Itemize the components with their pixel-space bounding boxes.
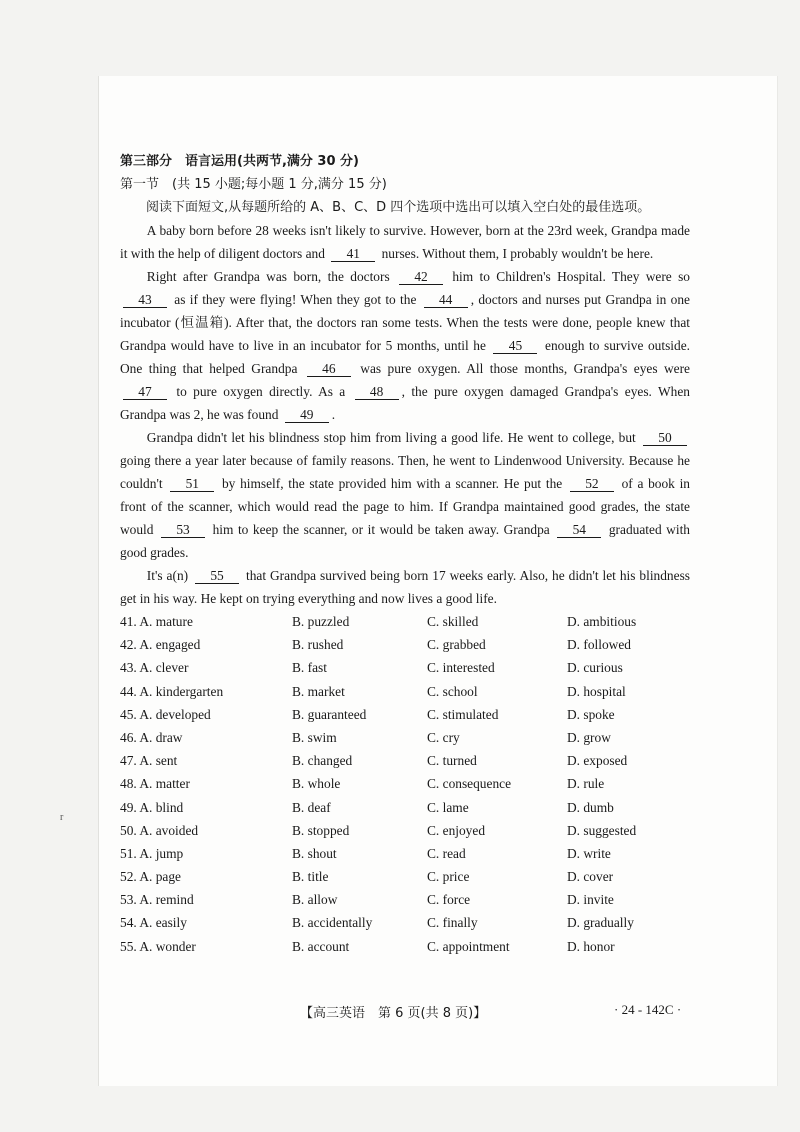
option-b: B. allow xyxy=(292,892,338,908)
option-b: B. title xyxy=(292,869,329,885)
option-c: C. lame xyxy=(427,799,469,815)
option-a: 46. A. draw xyxy=(120,729,183,745)
option-row xyxy=(120,680,690,703)
exam-content xyxy=(120,150,690,958)
option-d: D. invite xyxy=(567,892,614,908)
blank-45: 45 xyxy=(493,338,537,354)
option-a: 48. A. matter xyxy=(120,776,190,792)
option-a: 41. A. mature xyxy=(120,614,193,629)
option-c: C. read xyxy=(427,845,466,861)
blank-42: 42 xyxy=(399,269,443,285)
footer-page-info: 【高三英语 第 6 页(共 8 页)】 xyxy=(300,1006,487,1021)
option-a: 49. A. blind xyxy=(120,799,184,815)
option-d: D. curious xyxy=(567,660,623,676)
option-b: B. market xyxy=(292,683,345,699)
passage-paragraph-1: A baby born before 28 weeks isn't likely to survive. However, born at the 23rd week, Grandpa made it with the help of diligent doctors and 41 nurses. Without them, I probably wouldn't be here. xyxy=(120,223,690,261)
blank-52: 52 xyxy=(570,476,614,492)
option-d: D. ambitious xyxy=(567,614,637,629)
option-d: D. dumb xyxy=(567,799,614,815)
blank-43: 43 xyxy=(123,292,167,308)
section-title: 第一节 (共 15 小题;每小题 1 分,满分 15 分) xyxy=(120,177,387,192)
option-c: C. interested xyxy=(427,660,495,676)
blank-49: 49 xyxy=(285,407,329,423)
option-a: 42. A. engaged xyxy=(120,637,201,653)
option-row xyxy=(120,703,690,726)
option-a: 50. A. avoided xyxy=(120,822,199,838)
option-row xyxy=(120,888,690,911)
option-c: C. skilled xyxy=(427,614,479,629)
option-d: D. cover xyxy=(567,869,614,885)
blank-54: 54 xyxy=(557,522,601,538)
option-b: B. accidentally xyxy=(292,915,373,931)
option-c: C. price xyxy=(427,869,470,885)
option-c: C. finally xyxy=(427,915,478,931)
option-row xyxy=(120,842,690,865)
footer-code: · 24 - 142C · xyxy=(614,1002,682,1017)
option-a: 47. A. sent xyxy=(120,753,178,769)
option-d: D. spoke xyxy=(567,706,615,722)
option-row xyxy=(120,935,690,958)
option-c: C. appointment xyxy=(427,938,510,954)
option-b: B. changed xyxy=(292,753,353,769)
option-d: D. gradually xyxy=(567,915,634,931)
option-b: B. guaranteed xyxy=(292,706,367,722)
passage-paragraph-3: Grandpa didn't let his blindness stop him from living a good life. He went to college, but 50 going there a year later because of family reasons. Then, he went to Lindenwood University. Because he couldn't 51 by himself, the state provided him with a scanner. He put the 52 of a book in front of the scanner, which would read the page to him. If Grandpa maintained good grades, the state would 53 him to keep the scanner, or it would be taken away. Grandpa 54 graduated with good grades. xyxy=(120,430,690,560)
option-row xyxy=(120,749,690,772)
option-row xyxy=(120,633,690,656)
blank-47: 47 xyxy=(123,384,167,400)
option-b: B. swim xyxy=(292,729,337,745)
option-d: D. write xyxy=(567,845,611,861)
blank-44: 44 xyxy=(424,292,468,308)
directions: 阅读下面短文,从每题所给的 A、B、C、D 四个选项中选出可以填入空白处的最佳选项。 xyxy=(146,200,651,215)
option-c: C. enjoyed xyxy=(427,822,486,838)
blank-46: 46 xyxy=(307,361,351,377)
option-d: D. rule xyxy=(567,776,605,792)
option-d: D. exposed xyxy=(567,753,628,769)
option-d: D. honor xyxy=(567,938,615,954)
passage-paragraph-2: Right after Grandpa was born, the doctors 42 him to Children's Hospital. They were so 43 as if they were flying! When they got to the 44 , doctors and nurses put Grandpa in one incubator (恒温箱). After that, the doctors ran some tests. When the tests were done, people knew that Grandpa would have to live in an incubator for 5 months, until he 45 enough to survive outside. One thing that helped Grandpa 46 was pure oxygen. All those months, Grandpa's eyes were 47 to pure oxygen directly. As a 48 , the pure oxygen damaged Grandpa's eyes. When Grandpa was 2, he was found 49 . xyxy=(120,269,691,422)
option-b: B. shout xyxy=(292,845,337,861)
option-d: D. hospital xyxy=(567,683,626,699)
option-c: C. stimulated xyxy=(427,706,499,722)
option-b: B. deaf xyxy=(292,799,331,815)
option-c: C. school xyxy=(427,683,478,699)
option-a: 45. A. developed xyxy=(120,706,211,722)
option-c: C. turned xyxy=(427,753,477,769)
answer-options xyxy=(120,610,690,958)
option-a: 53. A. remind xyxy=(120,892,194,908)
option-row xyxy=(120,610,690,633)
blank-53: 53 xyxy=(161,522,205,538)
blank-50: 50 xyxy=(643,430,687,446)
passage-paragraph-4: It's a(n) 55 that Grandpa survived being born 17 weeks early. Also, he didn't let his blindness get in his way. He kept on trying everything and now lives a good life. xyxy=(120,568,690,606)
blank-51: 51 xyxy=(170,476,214,492)
option-row xyxy=(120,656,690,679)
part-title: 第三部分 语言运用(共两节,满分 30 分) xyxy=(120,154,359,169)
option-row xyxy=(120,772,690,795)
blank-41: 41 xyxy=(331,246,375,262)
option-a: 43. A. clever xyxy=(120,660,189,676)
option-row xyxy=(120,865,690,888)
option-a: 44. A. kindergarten xyxy=(120,683,224,699)
option-c: C. grabbed xyxy=(427,637,486,653)
option-b: B. whole xyxy=(292,776,341,792)
option-row xyxy=(120,796,690,819)
option-b: B. stopped xyxy=(292,822,350,838)
option-b: B. rushed xyxy=(292,637,344,653)
stray-mark: r xyxy=(60,812,64,823)
option-a: 54. A. easily xyxy=(120,915,187,931)
option-row xyxy=(120,819,690,842)
option-row xyxy=(120,726,690,749)
option-b: B. fast xyxy=(292,660,327,676)
option-d: D. followed xyxy=(567,637,631,653)
option-a: 55. A. wonder xyxy=(120,938,196,954)
blank-55: 55 xyxy=(195,568,239,584)
option-b: B. puzzled xyxy=(292,614,350,629)
option-c: C. consequence xyxy=(427,776,512,792)
option-c: C. cry xyxy=(427,729,460,745)
option-c: C. force xyxy=(427,892,471,908)
option-row xyxy=(120,911,690,934)
option-a: 52. A. page xyxy=(120,869,181,885)
blank-48: 48 xyxy=(355,384,399,400)
option-b: B. account xyxy=(292,938,350,954)
option-d: D. suggested xyxy=(567,822,637,838)
option-a: 51. A. jump xyxy=(120,845,184,861)
option-d: D. grow xyxy=(567,729,611,745)
